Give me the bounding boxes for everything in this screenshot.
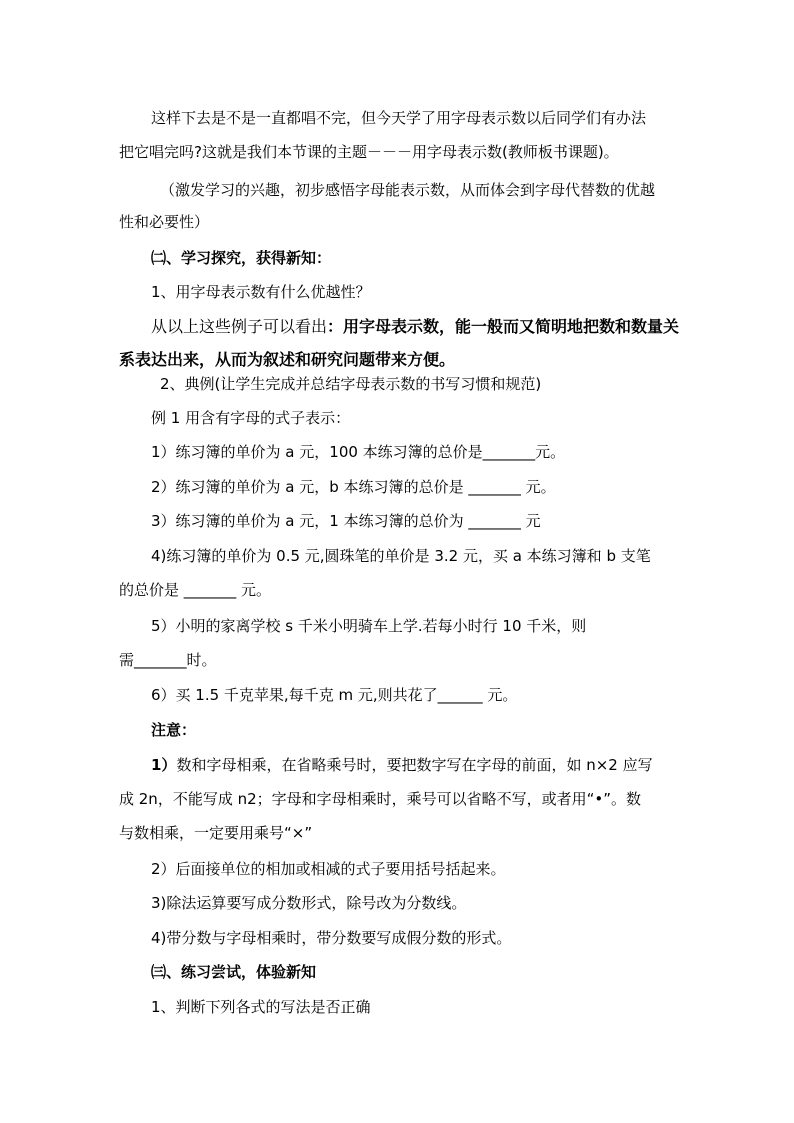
summary-line-2: 系表达出来，从而为叙述和研究问题带来方便。	[119, 350, 456, 369]
section-3-heading: ㈢、练习尝试，体验新知	[151, 963, 317, 981]
intro-line-2: 把它唱完吗?这就是我们本节课的主题－－－用字母表示数(教师板书课题)。	[119, 143, 619, 161]
note-1-text-a: 数和字母相乘，在省略乘号时，要把数字写在字母的前面，如 n×2 应写	[176, 756, 653, 774]
summary-line-1	[151, 317, 679, 337]
note-4: 4)带分数与字母相乘时，带分数要写成假分数的形式。	[151, 929, 512, 947]
example-title: 例 1 用含有字母的式子表示：	[151, 409, 351, 427]
example-q4-line-2: 的总价是 _______ 元。	[119, 581, 272, 599]
example-q5-line-2: 需_______时。	[119, 651, 217, 669]
summary-prefix: 从以上这些例子可以看出	[151, 317, 328, 336]
note-1-number: 1）	[151, 756, 177, 774]
question-item-3: 1、判断下列各式的写法是否正确	[151, 998, 371, 1016]
note-3: 3)除法运算要写成分数形式，除号改为分数线。	[151, 894, 467, 912]
note-line-1: （激发学习的兴趣，初步感悟字母能表示数，从而体会到字母代替数的优越	[160, 181, 656, 199]
section-2-heading: ㈡、学习探究，获得新知：	[151, 249, 332, 267]
note-1-line-1	[151, 755, 653, 775]
note-1-line-3: 与数相乘，一定要用乘号“×”	[119, 824, 313, 842]
example-q4-line-1: 4)练习簿的单价为 0.5 元,圆珠笔的单价是 3.2 元，买 a 本练习簿和 b 支笔	[151, 547, 651, 565]
note-line-2: 性和必要性）	[119, 213, 210, 231]
example-q5-line-1: 5）小明的家离学校 s 千米小明骑车上学.若每小时行 10 千米，则	[151, 617, 587, 635]
attention-heading: 注意：	[151, 721, 197, 739]
summary-bold-1: ：用字母表示数，能一般而又简明地把数和数量关	[327, 317, 680, 336]
question-item-2: 2、典例(让学生完成并总结字母表示数的书写习惯和规范)	[160, 375, 542, 393]
note-1-line-2: 成 2n，不能写成 n2；字母和字母相乘时，乘号可以省略不写，或者用“•”。数	[119, 790, 642, 808]
example-q1: 1）练习簿的单价为 a 元，100 本练习簿的总价是_______元。	[151, 443, 566, 461]
question-item-1: 1、用字母表示数有什么优越性？	[151, 283, 371, 301]
note-2: 2）后面接单位的相加或相减的式子要用括号括起来。	[151, 860, 506, 878]
example-q3: 3）练习簿的单价为 a 元，1 本练习簿的总价为 _______ 元	[151, 512, 541, 530]
example-q6: 6）买 1.5 千克苹果,每千克 m 元,则共花了______ 元。	[151, 686, 518, 704]
example-q2: 2）练习簿的单价为 a 元，b 本练习簿的总价是 _______ 元。	[151, 478, 556, 496]
intro-line-1: 这样下去是不是一直都唱不完，但今天学了用字母表示数以后同学们有办法	[151, 109, 647, 127]
